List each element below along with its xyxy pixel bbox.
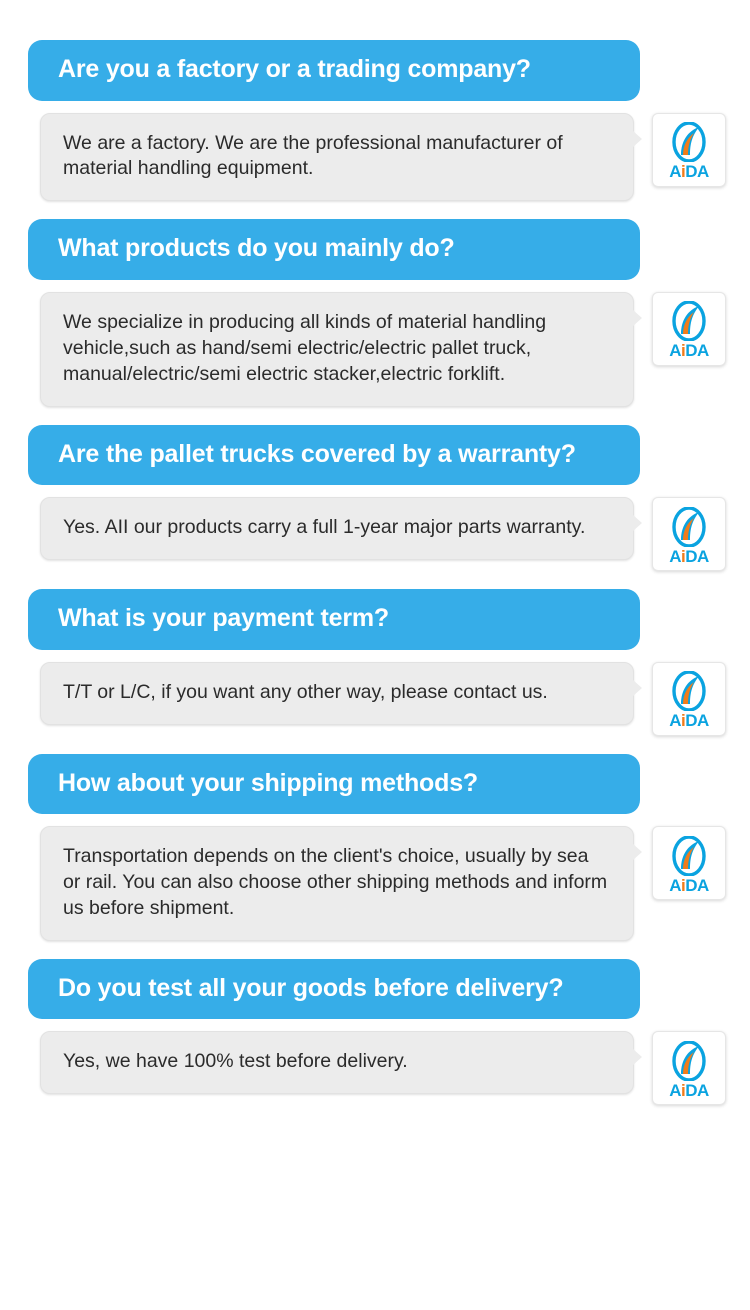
brand-word-i: i	[680, 546, 686, 566]
question-row	[0, 219, 750, 280]
aida-swoosh-logo-icon	[668, 836, 710, 876]
aida-swoosh-logo-icon	[668, 507, 710, 547]
faq-item	[0, 425, 750, 572]
question-row	[0, 754, 750, 815]
faq-answer: We specialize in producing all kinds of material handling vehicle,such as hand/semi electric/electric pallet truck, manual/electric/semi electric stacker,electric forklift.	[40, 292, 634, 407]
brand-wordmark	[669, 163, 709, 180]
brand-word-a: A	[669, 1080, 681, 1100]
faq-answer: Yes. AII our products carry a full 1-year major parts warranty.	[40, 497, 634, 560]
faq-answer: Yes, we have 100% test before delivery.	[40, 1031, 634, 1094]
question-row	[0, 589, 750, 650]
brand-word-da: DA	[685, 875, 709, 895]
faq-answer: T/T or L/C, if you want any other way, please contact us.	[40, 662, 634, 725]
faq-question: Do you test all your goods before delivery?	[28, 959, 640, 1020]
aida-swoosh-logo-icon	[668, 301, 710, 341]
faq-item	[0, 754, 750, 941]
brand-logo-badge	[652, 826, 726, 900]
answer-row	[0, 292, 750, 407]
faq-item	[0, 219, 750, 406]
brand-word-da: DA	[685, 546, 709, 566]
aida-swoosh-logo-icon	[668, 671, 710, 711]
brand-word-da: DA	[685, 162, 709, 181]
brand-word-a: A	[669, 711, 681, 731]
brand-wordmark	[669, 712, 709, 729]
faq-item	[0, 959, 750, 1106]
brand-word-a: A	[669, 546, 681, 566]
faq-question: Are the pallet trucks covered by a warranty?	[28, 425, 640, 486]
brand-logo-badge	[652, 292, 726, 366]
brand-logo-badge	[652, 1031, 726, 1105]
brand-logo-badge	[652, 497, 726, 571]
faq-answer: We are a factory. We are the professional manufacturer of material handling equipment.	[40, 113, 634, 202]
brand-word-a: A	[669, 875, 681, 895]
answer-row	[0, 497, 750, 571]
answer-row	[0, 662, 750, 736]
faq-question: What products do you mainly do?	[28, 219, 640, 280]
answer-row	[0, 1031, 750, 1105]
brand-word-i: i	[680, 1080, 686, 1100]
brand-word-da: DA	[685, 1080, 709, 1100]
aida-swoosh-logo-icon	[668, 122, 710, 162]
brand-wordmark	[669, 342, 709, 359]
brand-word-i: i	[680, 711, 686, 731]
brand-wordmark	[669, 1082, 709, 1099]
brand-logo-badge	[652, 113, 726, 187]
brand-word-i: i	[680, 162, 686, 181]
brand-word-i: i	[680, 341, 686, 361]
question-row	[0, 425, 750, 486]
faq-item	[0, 589, 750, 736]
brand-word-da: DA	[685, 341, 709, 361]
brand-word-a: A	[669, 162, 681, 181]
brand-wordmark	[669, 548, 709, 565]
faq-question: How about your shipping methods?	[28, 754, 640, 815]
brand-word-a: A	[669, 341, 681, 361]
aida-swoosh-logo-icon	[668, 1041, 710, 1081]
faq-answer: Transportation depends on the client's choice, usually by sea or rail. You can also choose other shipping methods and inform us before shipment.	[40, 826, 634, 941]
brand-word-da: DA	[685, 711, 709, 731]
faq-item	[0, 40, 750, 201]
faq-question: Are you a factory or a trading company?	[28, 40, 640, 101]
brand-logo-badge	[652, 662, 726, 736]
brand-word-i: i	[680, 875, 686, 895]
brand-wordmark	[669, 877, 709, 894]
faq-question: What is your payment term?	[28, 589, 640, 650]
answer-row	[0, 826, 750, 941]
question-row	[0, 40, 750, 101]
question-row	[0, 959, 750, 1020]
answer-row	[0, 113, 750, 202]
